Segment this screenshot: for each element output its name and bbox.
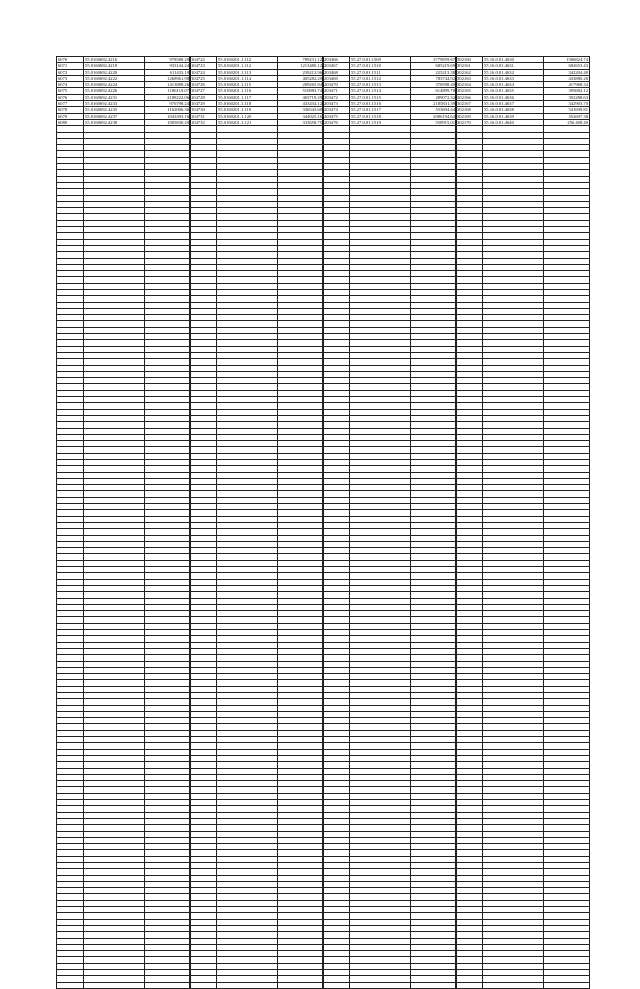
row-id-cell: 302170 [456, 119, 483, 125]
row-id-cell: 302165 [456, 88, 483, 94]
amount-cell: 2185831.39 [411, 101, 457, 107]
account-code-cell: 55.16.0.01.4635 [483, 88, 544, 94]
account-code-cell: 55.0160201.1.112 [217, 57, 278, 63]
row-id-cell: 203468 [323, 69, 350, 75]
row-id-cell: 203473 [323, 101, 350, 107]
row-id-cell [323, 982, 350, 988]
row-id-cell: 6074 [57, 82, 84, 88]
document-page [56, 56, 588, 989]
ledger-table [56, 56, 191, 989]
amount-cell: 553694.44 [411, 107, 457, 113]
account-code-cell: 55.16.0.01.4633 [483, 75, 544, 81]
row-id-cell: 6075 [57, 88, 84, 94]
amount-cell: 1186119.07 [145, 88, 191, 94]
account-code-cell: 55.16.0.01.4636 [483, 94, 544, 100]
account-code-cell: 55.0160201.1.114 [217, 75, 278, 81]
row-id-cell: 203475 [323, 113, 350, 119]
amount-cell: 433434.12 [278, 101, 324, 107]
ledger-column-3 [322, 56, 455, 989]
row-id-cell: 104724 [190, 69, 217, 75]
row-id-cell: 203472 [323, 94, 350, 100]
amount-cell: 682653.43 [544, 63, 590, 69]
amount-cell: 1413888.26 [145, 82, 191, 88]
row-id-cell: 104725 [190, 75, 217, 81]
row-id-cell: 203474 [323, 107, 350, 113]
account-code-cell: 55.27.0.01.1511 [350, 69, 411, 75]
amount-cell: 2086194.62 [411, 113, 457, 119]
amount-cell: 510883.74 [278, 88, 324, 94]
row-id-cell: 6073 [57, 75, 84, 81]
account-code-cell: 55.16.0.01.4632 [483, 69, 544, 75]
account-code-cell: 55.16.0.01.4638 [483, 107, 544, 113]
ledger-table [455, 56, 590, 989]
row-id-cell: 203467 [323, 63, 350, 69]
amount-cell: 395682.12 [544, 88, 590, 94]
row-id-cell: 203470 [323, 82, 350, 88]
row-id-cell: 104731 [190, 113, 217, 119]
amount-cell: 789231.12 [278, 57, 324, 63]
amount-cell [278, 982, 324, 988]
row-id-cell: 104730 [190, 107, 217, 113]
table-row [323, 982, 457, 988]
amount-cell: 465719.29 [278, 94, 324, 100]
amount-cell: 239212.96 [278, 69, 324, 75]
row-id-cell: 6079 [57, 113, 84, 119]
account-code-cell: 55.0160201.1.121 [217, 119, 278, 125]
amount-cell: 541699.81 [544, 107, 590, 113]
amount-cell: 611433.10 [145, 69, 191, 75]
row-id-cell: 302163 [456, 75, 483, 81]
account-code-cell: 55.0160692.4220 [84, 69, 145, 75]
row-id-cell: 302169 [456, 113, 483, 119]
row-id-cell: 203471 [323, 88, 350, 94]
row-id-cell [456, 982, 483, 988]
amount-cell [411, 982, 457, 988]
amount-cell: 1043393.16 [145, 113, 191, 119]
row-id-cell: 302166 [456, 94, 483, 100]
amount-cell: 558915.01 [411, 119, 457, 125]
account-code-cell: 55.0160201.1.119 [217, 107, 278, 113]
account-code-cell: 55.16.0.01.4634 [483, 82, 544, 88]
amount-cell: 333658.75 [278, 119, 324, 125]
row-id-cell: 302161 [456, 63, 483, 69]
amount-cell: 225213.38 [411, 69, 457, 75]
account-code-cell: 55.27.0.01.1512 [350, 75, 411, 81]
amount-cell: 614899.78 [411, 88, 457, 94]
amount-cell: 1586824.74 [544, 57, 590, 63]
account-code-cell: 55.16.0.01.4640 [483, 119, 544, 125]
account-code-cell: 55.0160201.1.116 [217, 88, 278, 94]
amount-cell: 3779859.67 [411, 57, 457, 63]
row-id-cell: 302164 [456, 82, 483, 88]
amount-cell: 289265.84 [278, 82, 324, 88]
amount-cell [145, 982, 191, 988]
row-id-cell: 6071 [57, 63, 84, 69]
row-id-cell: 6072 [57, 69, 84, 75]
amount-cell: 392288.63 [544, 94, 590, 100]
account-code-cell: 55.27.0.01.1510 [350, 63, 411, 69]
account-code-cell: 55.16.0.01.4639 [483, 113, 544, 119]
amount-cell: 1213480.12 [278, 63, 324, 69]
row-id-cell: 6078 [57, 107, 84, 113]
row-id-cell: 6076 [57, 94, 84, 100]
amount-cell: 976798.24 [145, 101, 191, 107]
row-id-cell: 104727 [190, 88, 217, 94]
amount-cell: 378598.40 [411, 82, 457, 88]
account-code-cell: 55.0160692.4233 [84, 101, 145, 107]
account-code-cell: 55.0160692.4231 [84, 94, 145, 100]
amount-cell: 417968.34 [544, 82, 590, 88]
account-code-cell [84, 982, 145, 988]
amount-cell: 352697.38 [544, 113, 590, 119]
row-id-cell: 104729 [190, 101, 217, 107]
account-code-cell: 55.27.0.01.1518 [350, 113, 411, 119]
row-id-cell: 203466 [323, 57, 350, 63]
row-id-cell: 302168 [456, 107, 483, 113]
row-id-cell: 104723 [190, 63, 217, 69]
account-code-cell: 55.0160692.4226 [84, 88, 145, 94]
account-code-cell: 55.27.0.01.1516 [350, 101, 411, 107]
amount-cell [544, 982, 590, 988]
amount-cell: 1162006.36 [145, 107, 191, 113]
account-code-cell: 55.0160692.4224 [84, 82, 145, 88]
amount-cell: 405282.29 [278, 75, 324, 81]
table-row [57, 982, 191, 988]
row-id-cell: 104728 [190, 94, 217, 100]
account-code-cell: 55.27.0.01.1509 [350, 57, 411, 63]
amount-cell: 933144.24 [145, 63, 191, 69]
amount-cell: 1005830.29 [145, 119, 191, 125]
amount-cell: 433880.28 [544, 75, 590, 81]
amount-cell: 1268961.98 [145, 75, 191, 81]
ledger-column-4 [455, 56, 588, 989]
account-code-cell: 55.0160692.4222 [84, 75, 145, 81]
account-code-cell: 55.0160201.1.113 [217, 69, 278, 75]
row-id-cell: 302160 [456, 57, 483, 63]
row-id-cell: 104722 [190, 57, 217, 63]
row-id-cell: 104732 [190, 119, 217, 125]
row-id-cell: 203476 [323, 119, 350, 125]
account-code-cell: 55.27.0.01.1514 [350, 88, 411, 94]
account-code-cell: 55.0160201.1.120 [217, 113, 278, 119]
account-code-cell: 55.0160201.1.112 [217, 63, 278, 69]
amount-cell: 2188222.06 [145, 94, 191, 100]
amount-cell: 685219.69 [411, 63, 457, 69]
account-code-cell: 55.0160692.4237 [84, 113, 145, 119]
amount-cell: 336543.60 [278, 107, 324, 113]
account-code-cell: 55.0160201.1.117 [217, 94, 278, 100]
row-id-cell: 6070 [57, 57, 84, 63]
ledger-table [322, 56, 457, 989]
account-code-cell: 55.27.0.01.1517 [350, 107, 411, 113]
amount-cell: 978588.20 [145, 57, 191, 63]
account-code-cell: 55.16.0.01.4631 [483, 63, 544, 69]
account-code-cell: 55.0160692.4238 [84, 119, 145, 125]
amount-cell: 289072.32 [411, 94, 457, 100]
amount-cell: 342204.48 [544, 69, 590, 75]
account-code-cell: 55.0160692.4218 [84, 63, 145, 69]
amount-cell: 256.408.40 [544, 119, 590, 125]
row-id-cell: 6080 [57, 119, 84, 125]
account-code-cell: 55.0160201.1.115 [217, 82, 278, 88]
table-row [190, 982, 324, 988]
account-code-cell [350, 982, 411, 988]
ledger-column-1 [56, 56, 189, 989]
row-id-cell: 302167 [456, 101, 483, 107]
account-code-cell: 55.27.0.01.1513 [350, 82, 411, 88]
amount-cell: 342903.70 [544, 101, 590, 107]
row-id-cell: 302162 [456, 69, 483, 75]
row-id-cell: 6077 [57, 101, 84, 107]
row-id-cell: 104726 [190, 82, 217, 88]
amount-cell: 783744.92 [411, 75, 457, 81]
account-code-cell: 55.16.0.01.4637 [483, 101, 544, 107]
row-id-cell: 203469 [323, 75, 350, 81]
account-code-cell: 55.0160692.4216 [84, 57, 145, 63]
account-code-cell: 55.16.0.01.4630 [483, 57, 544, 63]
ledger-table [189, 56, 324, 989]
ledger-column-2 [189, 56, 322, 989]
account-code-cell [217, 982, 278, 988]
account-code-cell: 55.27.0.01.1519 [350, 119, 411, 125]
table-row [456, 982, 590, 988]
row-id-cell [190, 982, 217, 988]
row-id-cell [57, 982, 84, 988]
ledger-columns [56, 56, 588, 989]
account-code-cell: 55.27.0.01.1515 [350, 94, 411, 100]
account-code-cell [483, 982, 544, 988]
account-code-cell: 55.0160692.4235 [84, 107, 145, 113]
account-code-cell: 55.0160201.1.118 [217, 101, 278, 107]
amount-cell: 344925.16 [278, 113, 324, 119]
